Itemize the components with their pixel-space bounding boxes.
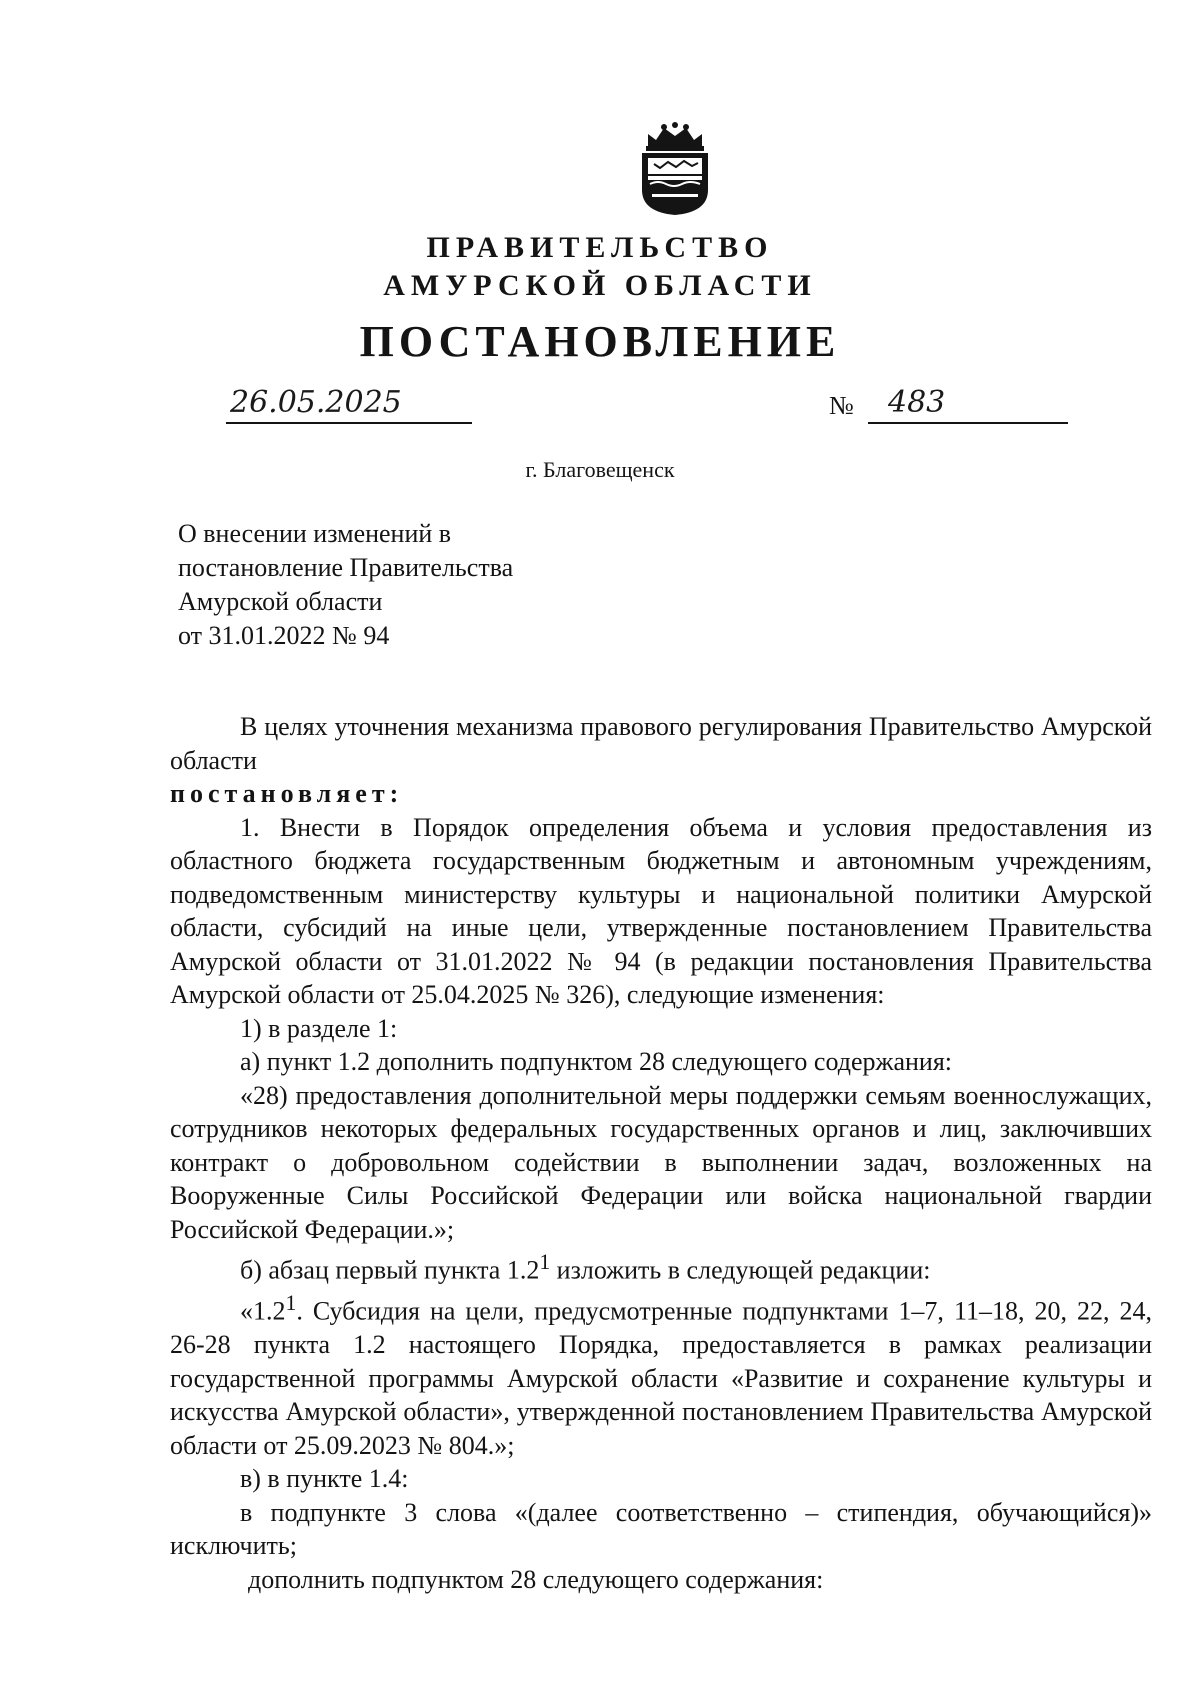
document-type-title: ПОСТАНОВЛЕНИЕ — [359, 317, 841, 366]
amur-oblast-coat-of-arms-icon — [634, 120, 716, 216]
quote-subpoint-28-paragraph: «28) предоставления дополнительной меры поддержки семьям военнослужащих, сотрудников некоторых федеральных государственных органов и лиц, заключивших контракт о добровольном содействии в выполнении задач, возложенных на Вооруженные Силы Российской Федерации или войска национальной гвардии Российской Федерации.»; — [170, 1080, 1152, 1244]
document-body — [170, 710, 1152, 1596]
number-sign-label: № — [829, 391, 854, 420]
subitem-1b-text-end: изложить в следующей редакции: — [550, 1255, 931, 1285]
subject-line: от 31.01.2022 № 94 — [178, 621, 390, 650]
superscript-index: 1 — [285, 1291, 297, 1316]
superscript-index: 1 — [539, 1250, 551, 1274]
subitem-1v-paragraph: в) в пункте 1.4: — [240, 1464, 409, 1494]
document-date: 26.05.2025 — [230, 385, 402, 420]
document-number-field — [868, 386, 1068, 424]
quote-point-1-2-1-paragraph — [170, 1287, 1152, 1462]
resolves-heading: постановляет: — [170, 779, 404, 808]
quote-point-text: . Субсидия на цели, предусмотренные подпунктами 1–7, 11–18, 20, 22, 24, 26-28 пункта 1.2 настоящего Порядка, предоставляется в рамках реализации государственной программы Амурской области «Развитие и сохранение культуры и искусства Амурской области», утвержденной постановлением Правительства Амурской области от 25.09.2023 № 804.»; — [170, 1296, 1152, 1460]
subitem-1v-text-paragraph: в подпункте 3 слова «(далее соответственно – стипендия, обучающийся)» исключить; — [170, 1497, 1152, 1561]
subject-line: Амурской области — [178, 587, 383, 616]
subject-line: постановление Правительства — [178, 553, 514, 582]
document-date-field — [226, 386, 472, 424]
document-number: 483 — [888, 385, 946, 420]
subitem-1-paragraph: 1) в разделе 1: — [240, 1013, 398, 1043]
quote-point-number: «1.2 — [240, 1296, 286, 1326]
city-name: г. Благовещенск — [525, 457, 675, 482]
subitem-1b-text: б) абзац первый пункта 1.2 — [240, 1255, 540, 1285]
government-name-line2: АМУРСКОЙ ОБЛАСТИ — [383, 269, 817, 302]
document-subject — [178, 517, 698, 653]
preamble-paragraph: В целях уточнения механизма правового регулирования Правительство Амурской области — [170, 712, 1152, 775]
subitem-1a-paragraph: а) пункт 1.2 дополнить подпунктом 28 следующего содержания: — [240, 1047, 953, 1076]
subitem-1v-add-paragraph: дополнить подпунктом 28 следующего содержания: — [248, 1564, 824, 1594]
item-1-paragraph: 1. Внести в Порядок определения объема и условия предоставления из областного бюджета государственным бюджетным и автономным учреждениям, подведомственным министерству культуры и национальной политики Амурской области, субсидий на иные цели, утвержденные постановлением Правительства Амурской области от 31.01.2022 № 94 (в редакции постановления Правительства Амурской области от 25.04.2025 № 326), следующие изменения: — [170, 812, 1152, 1009]
subject-line: О внесении изменений в — [178, 519, 452, 548]
subitem-1b-paragraph — [170, 1246, 1152, 1287]
government-name-line1: ПРАВИТЕЛЬСТВО — [426, 231, 774, 264]
